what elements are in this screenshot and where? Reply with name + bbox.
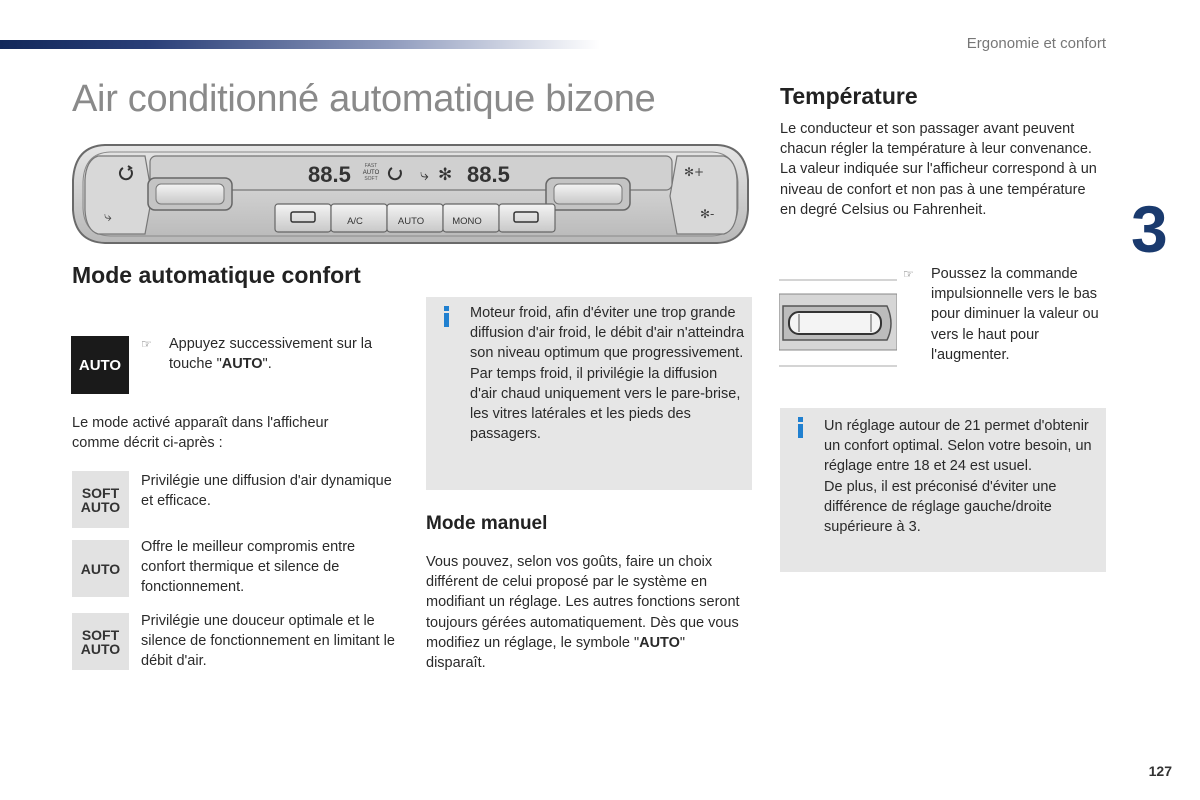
soft-auto-badge: SOFT AUTO	[72, 471, 129, 528]
seat-airflow-icon: ⤷	[420, 165, 429, 184]
info-text: Un réglage autour de 21 permet d'obtenir un confort optimal. Selon votre besoin, un réglage entre 18 et 24 est usuel.	[824, 418, 1092, 475]
mode-intro-text: Le mode activé apparaît dans l'afficheur comme décrit ci-après :	[72, 415, 329, 452]
mode-auto-heading: Mode automatique confort	[72, 262, 361, 288]
fast-label: FAST	[364, 163, 378, 169]
ac-button-label: A/C	[347, 216, 363, 227]
chapter-number: 3	[1131, 192, 1168, 266]
info-text: Par temps froid, il privilégie la diffusion d'air chaud uniquement vers le pare-brise, les vitres latérales et les pieds des passagers.	[470, 365, 741, 443]
soft-auto-badge: SOFT AUTO	[72, 613, 129, 670]
section-label: Ergonomie et confort	[966, 35, 1106, 52]
info-icon	[444, 313, 449, 327]
info-icon	[798, 424, 803, 438]
fan-icon: ✻	[438, 165, 453, 185]
mono-button-label: MONO	[452, 216, 482, 227]
auto-mode-badge: AUTO	[72, 540, 129, 597]
manual-mode-text: Vous pouvez, selon vos goûts, faire un choix différent de celui proposé par le système en modifiant un réglage. Les autres fonctions seront toujours gérées automatiquement. Dès que vous modifiez un réglage, le symbole "AUTO" disparaît.	[426, 554, 740, 672]
mode-description: Privilégie une diffusion d'air dynamique et efficace.	[141, 473, 392, 510]
temperature-step: ☞ Poussez la commande impulsionnelle vers le bas pour diminuer la valeur ou vers le haut pour l'augmenter.	[903, 266, 1099, 363]
info-box-cold-engine	[426, 297, 752, 490]
mode-description: Offre le meilleur compromis entre confort thermique et silence de fonctionnement.	[141, 539, 356, 596]
temperature-heading: Température	[780, 83, 918, 109]
auto-button-badge: AUTO	[71, 336, 129, 394]
display-left-temp: 88.5	[308, 162, 351, 187]
fan-minus-icon: ✻-	[700, 207, 715, 221]
page-number: 127	[1148, 763, 1172, 779]
fan-plus-icon: ✻+	[684, 165, 705, 179]
climate-panel-illustration	[70, 140, 752, 248]
bullet-icon: ☞	[141, 337, 152, 351]
auto-step: ☞ Appuyez successivement sur la touche "AUTO".	[141, 336, 373, 373]
mode-description: Privilégie une douceur optimale et le silence de fonctionnement en limitant le débit d'air.	[141, 613, 395, 670]
bullet-icon: ☞	[903, 267, 914, 281]
info-text: De plus, il est préconisé d'éviter une différence de réglage gauche/droite supérieure à 3.	[824, 478, 1057, 536]
auto-label: AUTO	[362, 170, 380, 176]
temperature-text: Le conducteur et son passager avant peuvent chacun régler la température à leur convenance. La valeur indiquée sur l'afficheur correspond à un niveau de confort et non pas à une température en degré Celsius ou Fahrenheit.	[780, 121, 1097, 218]
soft-label: SOFT	[364, 176, 378, 182]
display-right-temp: 88.5	[467, 162, 510, 187]
manual-mode-heading: Mode manuel	[426, 513, 548, 534]
temperature-control-illustration	[779, 276, 897, 368]
header-bar	[0, 40, 600, 49]
info-text: Moteur froid, afin d'éviter une trop grande diffusion d'air froid, le débit d'air n'atteindra son niveau optimum que progressivement.	[470, 305, 745, 362]
footwell-icon: ⤷	[104, 209, 112, 225]
auto-button-label: AUTO	[397, 216, 425, 227]
page-title: Air conditionné automatique bizone	[72, 78, 656, 120]
info-box-temperature	[780, 408, 1106, 572]
